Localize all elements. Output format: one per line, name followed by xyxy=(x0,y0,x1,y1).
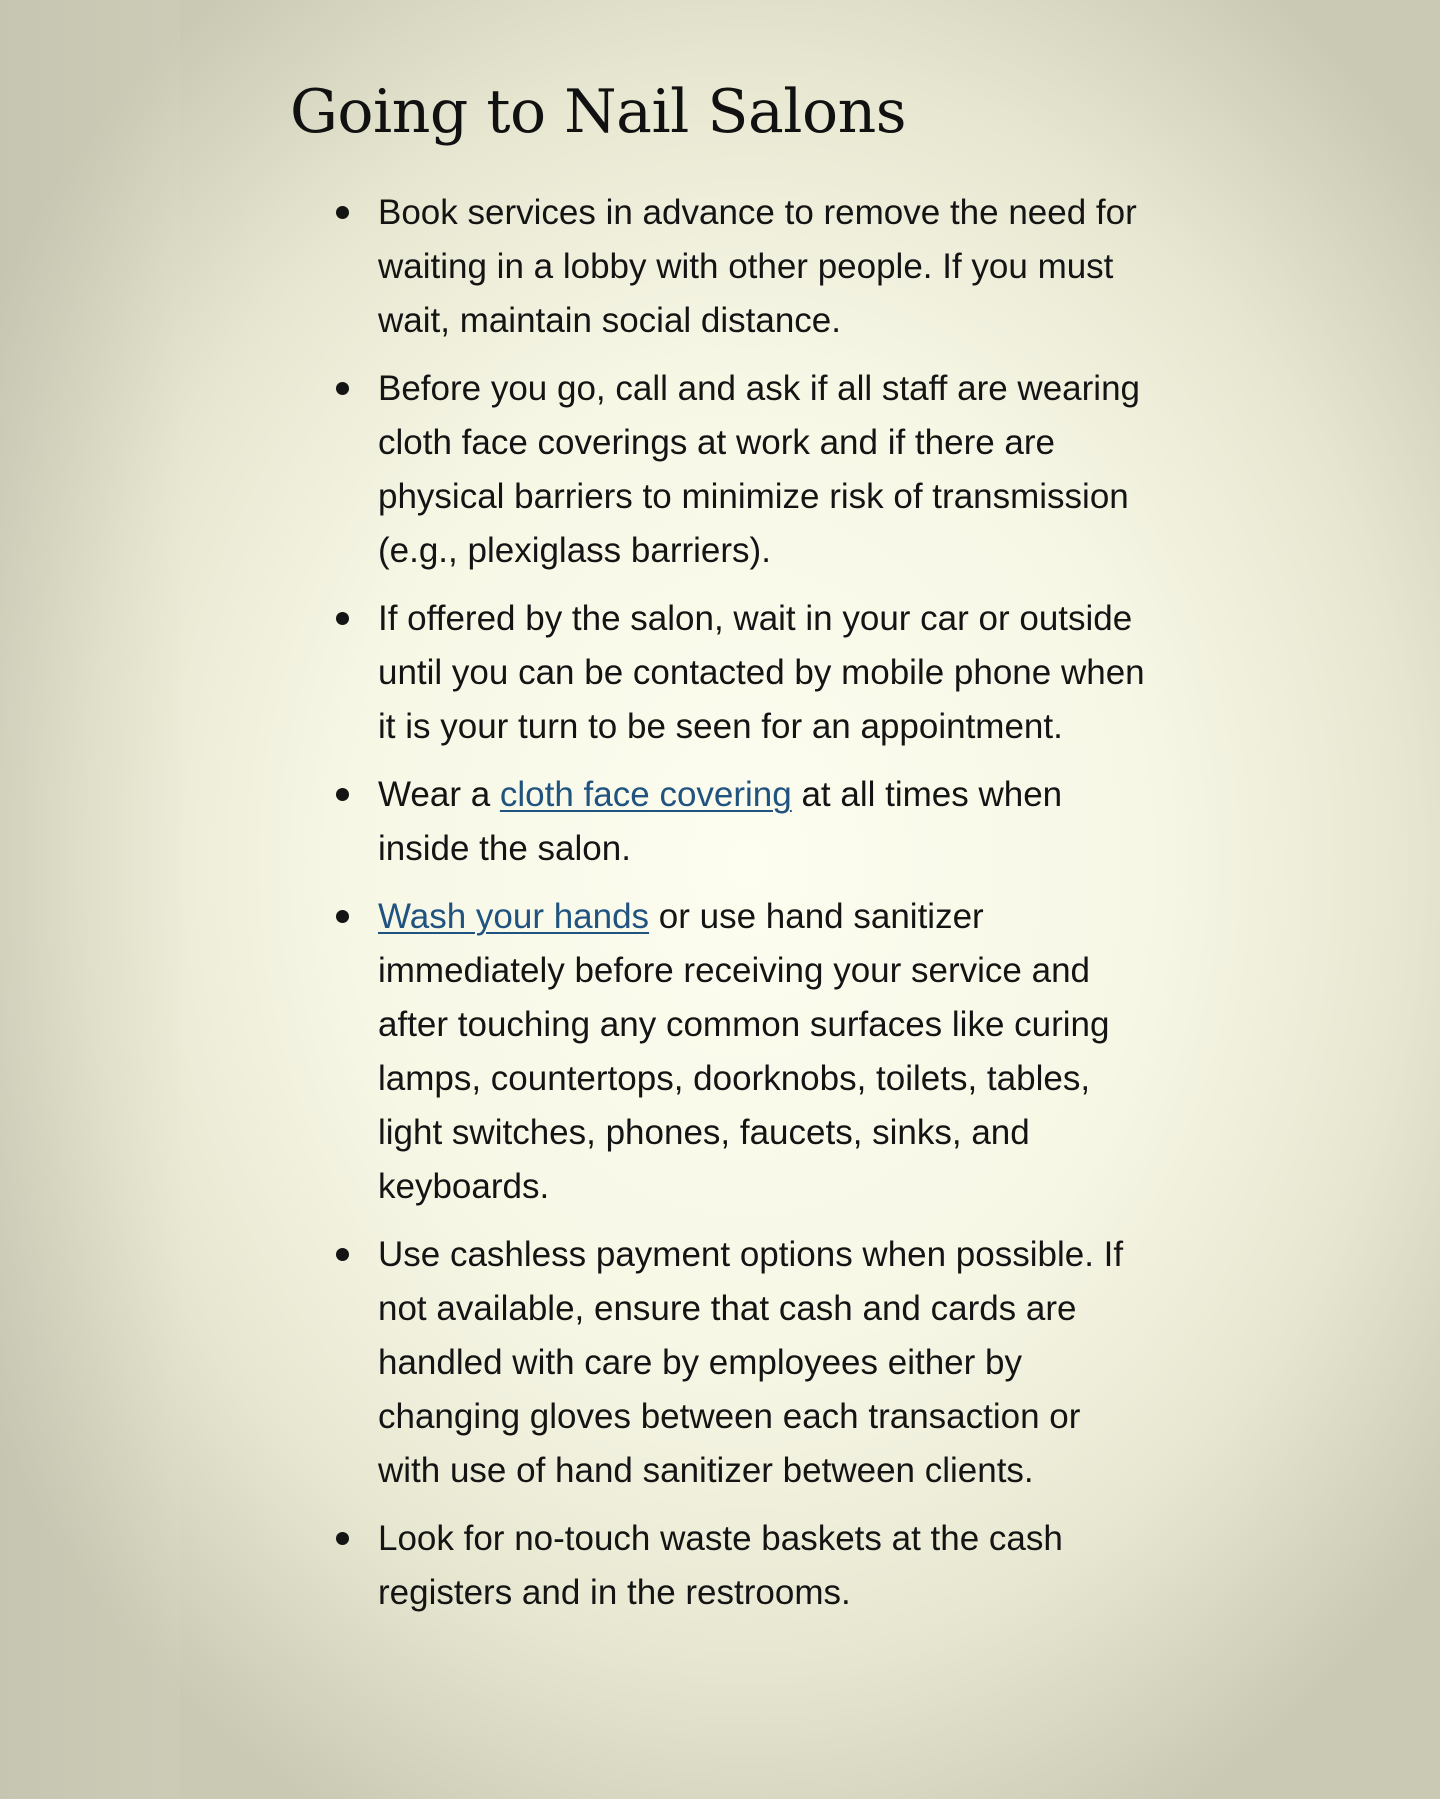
list-item xyxy=(290,186,1150,348)
page-edge-shading xyxy=(0,0,180,1799)
list-item-text: or use hand sanitizer immediately before receiving your service and after touching any common surfaces like curing lamps, countertops, doorknobs, toilets, tables, light switches, phones, faucets, sinks, and keyboards. xyxy=(378,897,1110,1206)
list-item-text: If offered by the salon, wait in your car or outside until you can be contacted by mobile phone when it is your turn to be seen for an appointment. xyxy=(378,599,1145,746)
cloth-face-covering-link[interactable]: cloth face covering xyxy=(499,775,792,814)
list-item xyxy=(290,1512,1150,1620)
list-item-text: at all times when inside the salon. xyxy=(378,775,1063,868)
list-item-text: Book services in advance to remove the need for waiting in a lobby with other people. If you must wait, maintain social distance. xyxy=(378,193,1137,340)
article-content xyxy=(290,60,1150,1634)
list-item-text: Use cashless payment options when possible. If not available, ensure that cash and cards are handled with care by employees either by changing gloves between each transaction or with use of hand sanitizer between clients. xyxy=(378,1235,1124,1490)
bullet-icon xyxy=(336,910,349,923)
wash-your-hands-link[interactable]: Wash your hands xyxy=(378,897,650,936)
list-item xyxy=(290,1228,1150,1498)
bullet-icon xyxy=(336,382,349,395)
list-item-text: Wear a xyxy=(378,775,500,814)
list-item-text: Look for no-touch waste baskets at the cash registers and in the restrooms. xyxy=(378,1519,1063,1612)
list-item-text: Before you go, call and ask if all staff are wearing cloth face coverings at work and if there are physical barriers to minimize risk of transmission (e.g., plexiglass barriers). xyxy=(378,369,1141,570)
bullet-icon xyxy=(336,1532,349,1545)
tips-list xyxy=(290,186,1150,1620)
page-title: Going to Nail Salons xyxy=(290,77,907,147)
list-item xyxy=(290,890,1150,1214)
list-item xyxy=(290,362,1150,578)
bullet-icon xyxy=(336,206,349,219)
bullet-icon xyxy=(336,612,349,625)
bullet-icon xyxy=(336,788,349,801)
bullet-icon xyxy=(336,1248,349,1261)
list-item xyxy=(290,768,1150,876)
list-item xyxy=(290,592,1150,754)
